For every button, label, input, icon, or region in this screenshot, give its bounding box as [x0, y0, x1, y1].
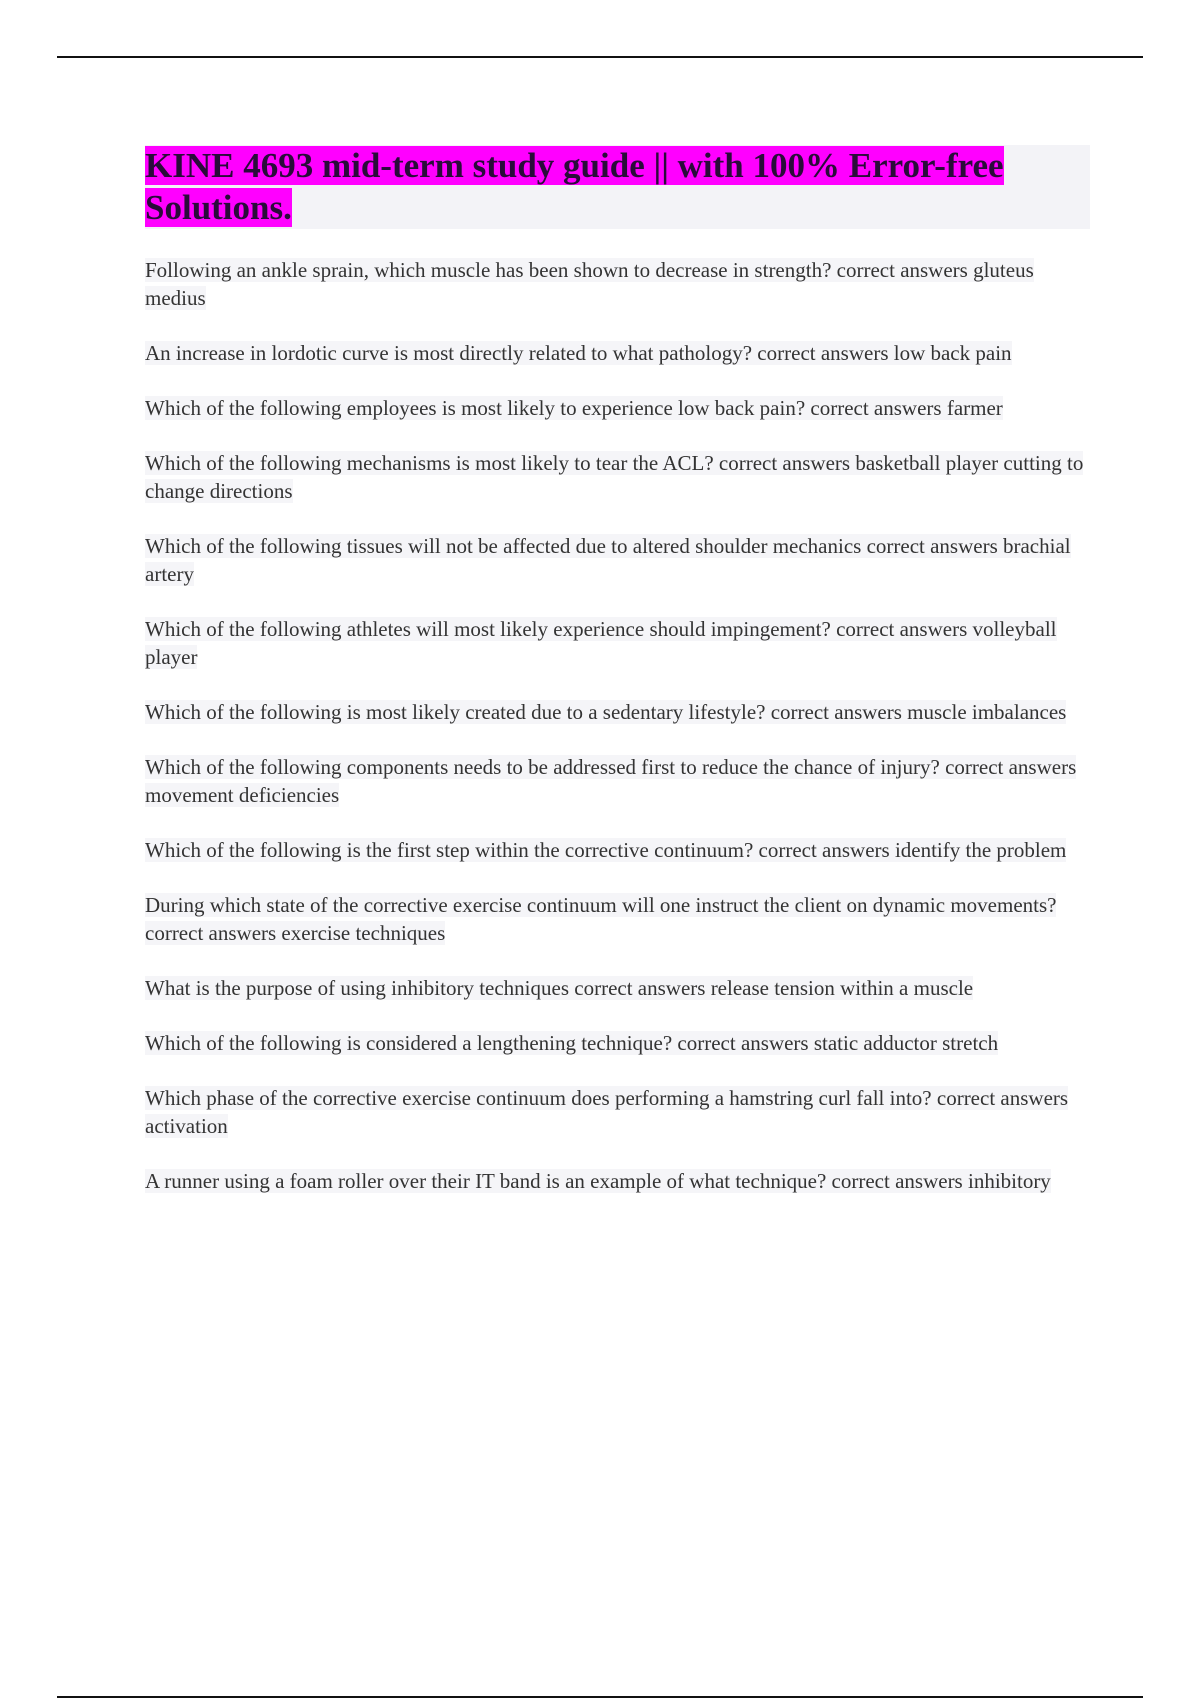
qa-text: Which of the following is most likely created due to a sedentary lifestyle? correct answers muscle imbalances: [145, 700, 1067, 724]
qa-item: [145, 1029, 1090, 1057]
qa-item: [145, 449, 1090, 505]
qa-item: [145, 339, 1090, 367]
qa-text: Which of the following components needs to be addressed first to reduce the chance of injury? correct answers movement deficiencies: [145, 755, 1077, 807]
qa-text: Which of the following mechanisms is most likely to tear the ACL? correct answers basketball player cutting to change directions: [145, 451, 1084, 503]
page-title: [145, 145, 1045, 229]
top-rule: [57, 56, 1143, 58]
qa-item: [145, 532, 1090, 588]
qa-item: [145, 615, 1090, 671]
qa-text: Which phase of the corrective exercise continuum does performing a hamstring curl fall into? correct answers activation: [145, 1086, 1069, 1138]
qa-item: [145, 1084, 1090, 1140]
qa-text: Which of the following is considered a lengthening technique? correct answers static adductor stretch: [145, 1031, 999, 1055]
qa-list: [145, 256, 1090, 1195]
qa-text: Which of the following employees is most likely to experience low back pain? correct answers farmer: [145, 396, 1003, 420]
qa-text: What is the purpose of using inhibitory techniques correct answers release tension within a muscle: [145, 976, 974, 1000]
qa-text: Which of the following tissues will not be affected due to altered shoulder mechanics correct answers brachial artery: [145, 534, 1071, 586]
qa-item: [145, 836, 1090, 864]
qa-text: During which state of the corrective exercise continuum will one instruct the client on dynamic movements? correct answers exercise techniques: [145, 893, 1057, 945]
qa-item: [145, 974, 1090, 1002]
qa-text: An increase in lordotic curve is most directly related to what pathology? correct answers low back pain: [145, 341, 1012, 365]
title-highlight: KINE 4693 mid-term study guide || with 100% Error-free Solutions.: [145, 146, 1004, 227]
qa-item: [145, 394, 1090, 422]
qa-text: Which of the following is the first step within the corrective continuum? correct answers identify the problem: [145, 838, 1067, 862]
qa-item: [145, 256, 1090, 312]
qa-text: Following an ankle sprain, which muscle has been shown to decrease in strength? correct answers gluteus medius: [145, 258, 1034, 310]
qa-text: Which of the following athletes will most likely experience should impingement? correct answers volleyball player: [145, 617, 1057, 669]
qa-item: [145, 1167, 1090, 1195]
qa-item: [145, 753, 1090, 809]
document-body: [145, 145, 1090, 1222]
bottom-rule: [57, 1696, 1143, 1698]
qa-item: [145, 891, 1090, 947]
qa-item: [145, 698, 1090, 726]
title-block: [145, 145, 1090, 229]
qa-text: A runner using a foam roller over their IT band is an example of what technique? correct answers inhibitory: [145, 1169, 1051, 1193]
